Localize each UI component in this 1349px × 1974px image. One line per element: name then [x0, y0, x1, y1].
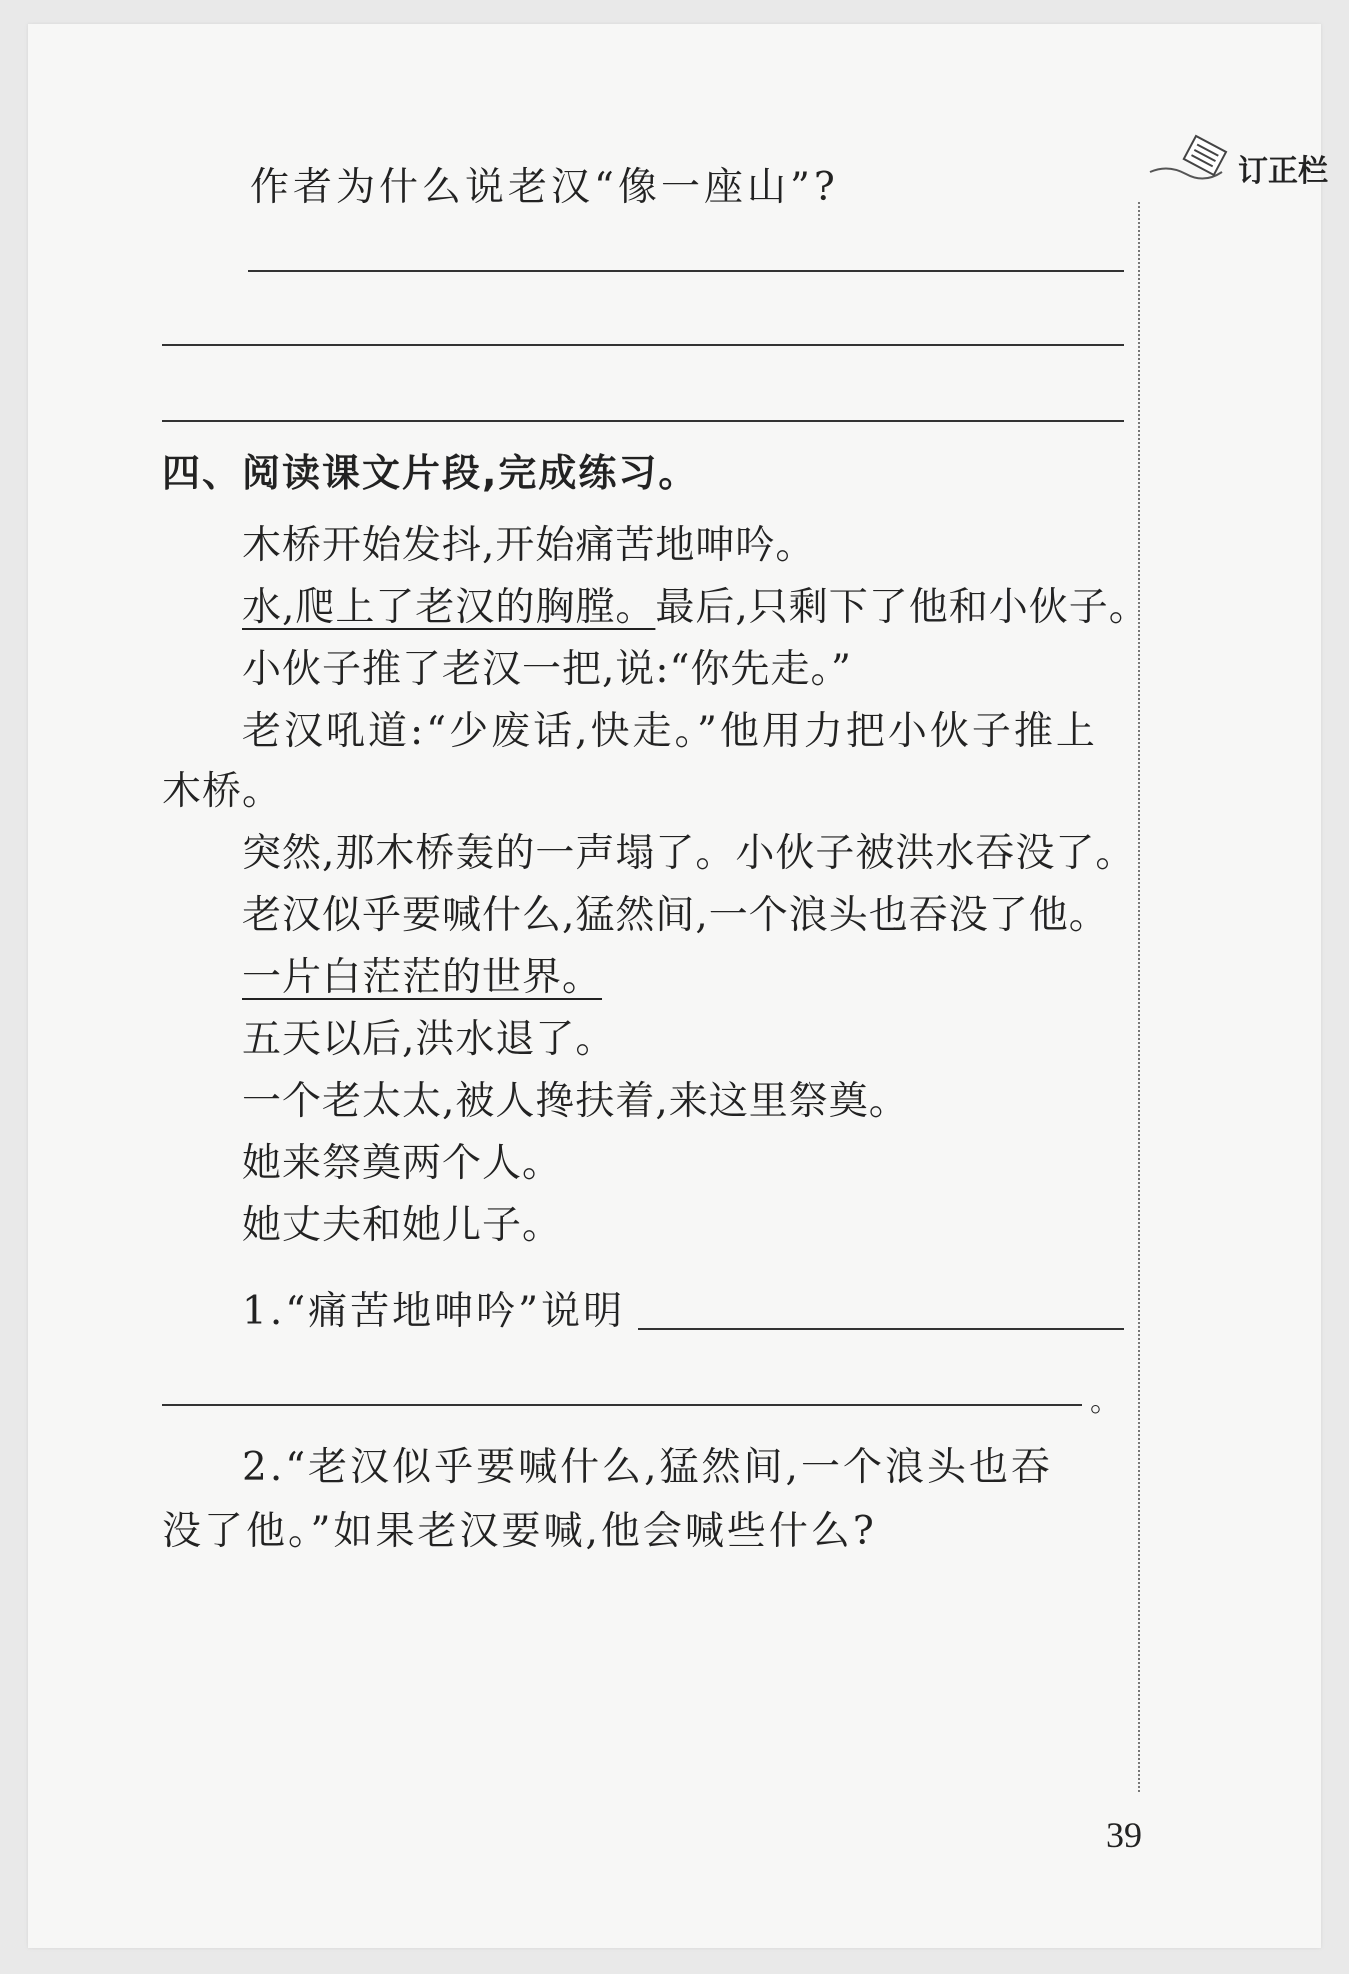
pencil-icon — [1148, 130, 1248, 190]
passage-line: 木桥。 — [162, 769, 283, 814]
passage-line: 她来祭奠两个人。 — [242, 1141, 563, 1186]
workbook-page — [28, 24, 1328, 1948]
answer-line[interactable] — [162, 1404, 1082, 1406]
passage-line: 小伙子推了老汉一把,说:“你先走。” — [242, 647, 852, 692]
passage-text: 最后,只剩下了他和小伙子。 — [655, 585, 1149, 630]
q3-question-text: 作者为什么说老汉“像一座山”? — [250, 165, 839, 210]
passage-line: 突然,那木桥轰的一声塌了。小伙子被洪水吞没了。 — [242, 831, 1136, 876]
q2-line-1: 2.“老汉似乎要喊什么,猛然间,一个浪头也吞 — [242, 1445, 1053, 1490]
q2-line-2: 没了他。”如果老汉要喊,他会喊些什么? — [162, 1509, 877, 1554]
correction-column-label: 订正栏 — [1238, 154, 1328, 189]
q1-period: 。 — [1090, 1384, 1120, 1419]
answer-line[interactable] — [162, 344, 1124, 346]
passage-line — [242, 576, 1149, 632]
q1-prompt: 1.“痛苦地呻吟”说明 — [242, 1289, 626, 1334]
passage-line: 一个老太太,被人搀扶着,来这里祭奠。 — [242, 1079, 909, 1124]
passage-line: 老汉似乎要喊什么,猛然间,一个浪头也吞没了他。 — [242, 893, 1109, 938]
passage-line: 她丈夫和她儿子。 — [242, 1203, 563, 1248]
answer-line[interactable] — [248, 270, 1124, 272]
answer-line[interactable] — [162, 420, 1124, 422]
passage-line: 老汉吼道:“少废话,快走。”他用力把小伙子推上 — [242, 709, 1098, 754]
margin-divider — [1138, 202, 1140, 1792]
page-number: 39 — [1106, 1815, 1142, 1855]
passage-line: 木桥开始发抖,开始痛苦地呻吟。 — [242, 523, 816, 568]
passage-line — [242, 946, 602, 1002]
underlined-sentence: 水,爬上了老汉的胸膛。 — [242, 585, 656, 630]
section-4-heading: 四、阅读课文片段,完成练习。 — [162, 451, 699, 495]
answer-line[interactable] — [638, 1328, 1124, 1330]
passage-line: 五天以后,洪水退了。 — [242, 1017, 616, 1062]
underlined-sentence: 一片白茫茫的世界。 — [242, 955, 603, 1000]
correction-column-header — [1148, 130, 1348, 190]
